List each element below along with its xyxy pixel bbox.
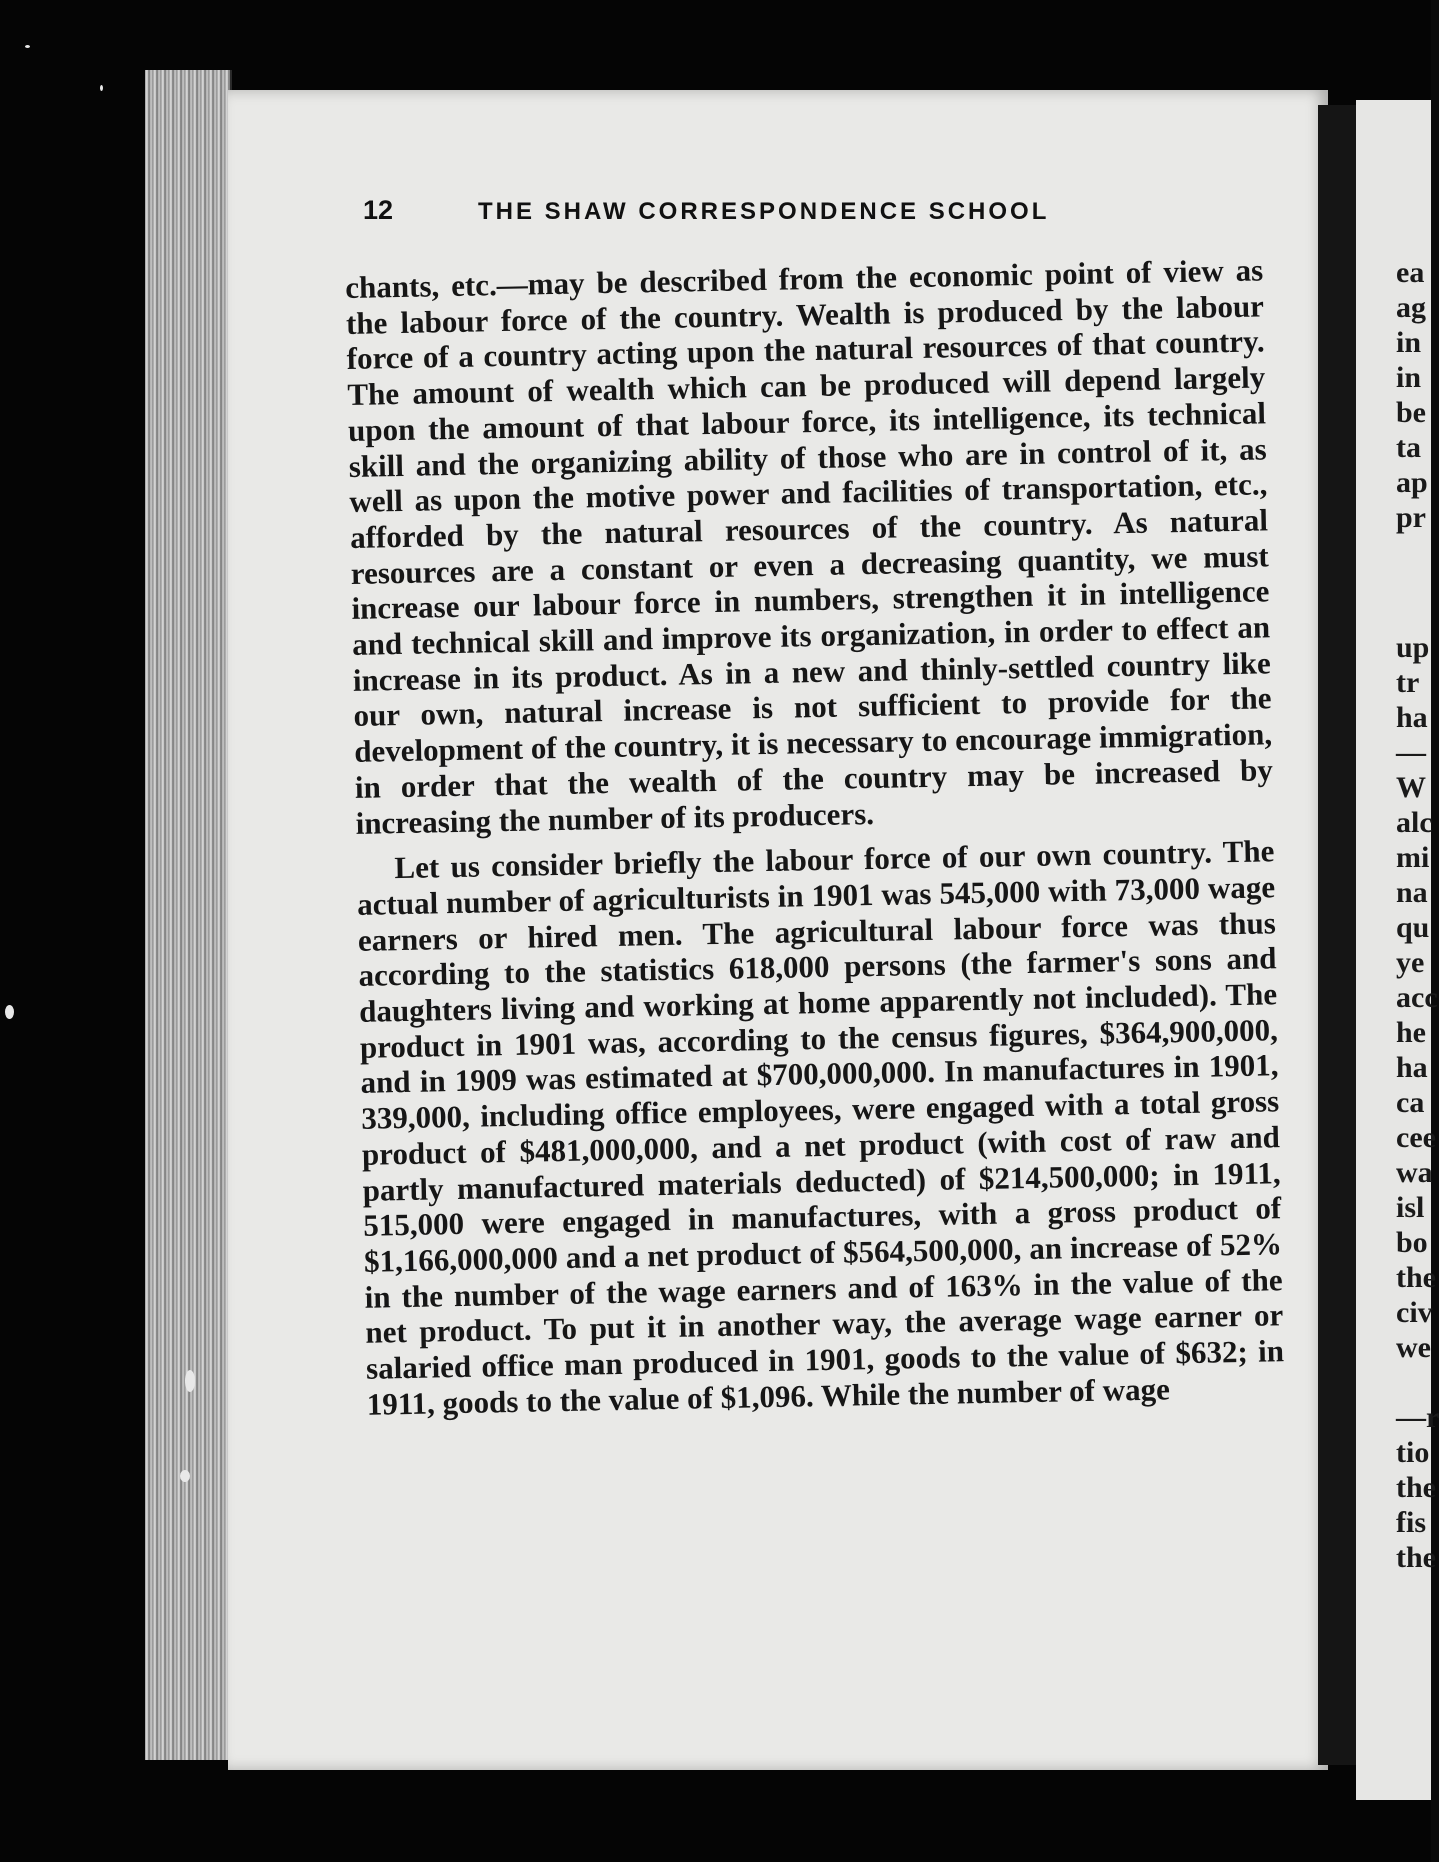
facing-page-fragment: ta: [1396, 431, 1421, 464]
facing-page-fragment: acc: [1396, 981, 1438, 1014]
facing-page-fragment: wa: [1396, 1156, 1433, 1189]
facing-page-fragment: —r: [1396, 1401, 1439, 1434]
facing-page-fragment: up: [1396, 631, 1430, 664]
book-gutter: [1318, 105, 1356, 1765]
facing-page-fragment: ye: [1396, 946, 1425, 979]
facing-page-fragment: fis: [1396, 1506, 1426, 1539]
paragraph: Let us consider briefly the labour force of our own country. The actual number of agriculturists in 1901 was 545,000 with 73,000 wage earners or hired men. The agricultural labour force was thus according to the statistics 618,000 persons (the farmer's sons and daughters living and working at home apparently not included). The product in 1901 was, according to the census figures, $364,900,000, and in 1909 was estimated at $700,000,000. In manufactures in 1901, 339,000, including office employees, were engaged with a total gross product of $481,000,000, and a net product (with cost of raw and partly manufactured materials deducted) of $214,500,000; in 1911, 515,000 were engaged in manufactures, with a gross product of $1,166,000,000 and a net product of $564,500,000, an increase of 52% in the number of the wage earners and of 163% in the value of the net product. To put it in another way, the average wage earner or salaried office man produced in 1901, goods to the value of $632; in 1911, goods to the value of $1,096. While the number of wage: [356, 833, 1285, 1422]
facing-page-fragment: he: [1396, 1016, 1426, 1049]
facing-page-fragment: in: [1396, 326, 1422, 359]
facing-page-fragment: the: [1396, 1261, 1436, 1294]
facing-page-fragment: the: [1396, 1471, 1436, 1504]
facing-page-fragment: W: [1396, 771, 1426, 804]
facing-page: [1356, 100, 1439, 1800]
facing-page-fragment: we: [1396, 1331, 1431, 1364]
facing-page-fragment: cee: [1396, 1121, 1436, 1154]
facing-page-fragment: civ: [1396, 1296, 1433, 1329]
paragraph: chants, etc.—may be described from the economic point of view as the labour force of the country. Wealth is produced by the labour force of a country acting upon the natural resources of that country. The amount of wealth which can be produced will depend largely upon the amount of that labour force, its intelligence, its technical skill and the organizing ability of those who are in control of it, as well as upon the motive power and facilities of transportation, etc., afforded by the natural resources of the country. As natural resources are a constant or even a decreasing quantity, we must increase our labour force in numbers, strengthen it in intelligence and technical skill and improve its organization, in order to effect an increase in its product. As in a new and thinly-settled country like our own, natural increase is not sufficient to provide for the development of the country, it is necessary to encourage immigration, in order that the wealth of the country may be increased by increasing the number of its producers.: [345, 252, 1274, 841]
facing-page-fragment: ag: [1396, 291, 1426, 324]
facing-page-fragment: mi: [1396, 841, 1430, 874]
page-number: 12: [363, 195, 394, 225]
facing-page-fragment: be: [1396, 396, 1426, 429]
facing-page-fragment: ha: [1396, 701, 1428, 734]
body-text: [345, 252, 1285, 1422]
facing-page-fragment: tio: [1396, 1436, 1430, 1469]
facing-page-fragment: pr: [1396, 501, 1426, 534]
running-header: [363, 195, 1143, 226]
facing-page-fragment: —: [1396, 736, 1426, 769]
facing-page-fragment: qu: [1396, 911, 1430, 944]
book-page-edge: [145, 70, 232, 1760]
facing-page-fragment: in: [1396, 361, 1422, 394]
facing-page-fragment: ea: [1396, 256, 1425, 289]
running-title: THE SHAW CORRESPONDENCE SCHOOL: [478, 198, 1050, 225]
facing-page-fragment: the: [1396, 1541, 1436, 1574]
facing-page-fragment: isl: [1396, 1191, 1425, 1224]
facing-page-fragment: ha: [1396, 1051, 1428, 1084]
facing-page-fragment: tr: [1396, 666, 1420, 699]
facing-page-fragment: ca: [1396, 1086, 1425, 1119]
facing-page-fragment: ap: [1396, 466, 1428, 499]
facing-page-fragment: bo: [1396, 1226, 1428, 1259]
facing-page-fragment: alc: [1396, 806, 1433, 839]
facing-page-fragment: na: [1396, 876, 1428, 909]
